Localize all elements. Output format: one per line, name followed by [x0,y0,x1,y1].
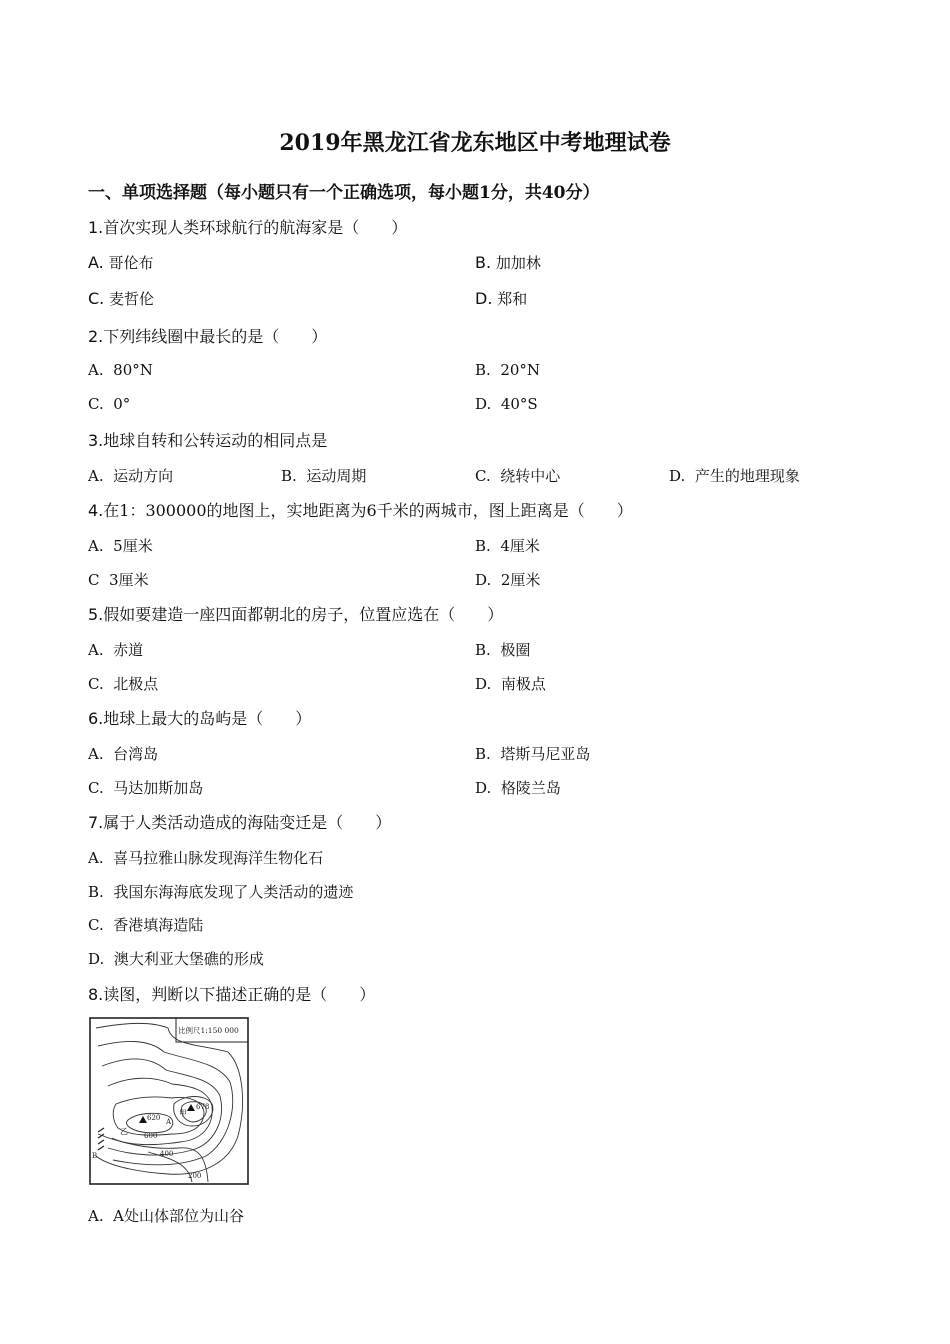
answer-option: D. 郑和 [475,289,528,308]
question-stem: 2.下列纬线圈中最长的是（ ） [88,327,328,346]
answer-option: B. 塔斯马尼亚岛 [475,745,591,763]
answer-option: D. 澳大利亚大堡礁的形成 [88,950,264,968]
answer-option: D. 南极点 [475,675,546,693]
section-heading: 一、单项选择题（每小题只有一个正确选项，每小题1分，共40分） [88,183,600,203]
contour-map [88,1016,252,1186]
answer-option: D. 40°S [475,395,538,413]
elevation-label: 678 [196,1103,210,1111]
answer-option: D. 2厘米 [475,571,541,589]
answer-option: A. 台湾岛 [88,745,159,763]
answer-option: B. 20°N [475,361,541,379]
question-stem: 5.假如要建造一座四面都朝北的房子，位置应选在（ ） [88,605,504,624]
answer-option: C. 麦哲伦 [88,289,155,308]
question-stem: 1.首次实现人类环球航行的航海家是（ ） [88,218,408,237]
elevation-label: 620 [147,1114,161,1122]
answer-option: B. 4厘米 [475,537,540,555]
elevation-label: 200 [188,1172,202,1180]
elevation-label: 400 [160,1150,174,1158]
point-label-jia: 甲 [179,1109,187,1118]
page-title: 2019年黑龙江省龙东地区中考地理试卷 [279,130,671,156]
question-stem: 6.地球上最大的岛屿是（ ） [88,709,312,728]
answer-option: D. 格陵兰岛 [475,779,561,797]
answer-option: C. 北极点 [88,675,159,693]
answer-option: B. 极圈 [475,641,531,659]
contour-map-figure [88,1016,252,1186]
point-label-yi: 乙 [120,1127,128,1136]
answer-option: B. 加加林 [475,253,541,272]
answer-option: C. 香港填海造陆 [88,916,204,934]
question-stem: 7.属于人类活动造成的海陆变迁是（ ） [88,813,392,832]
question-stem: 4.在1：300000的地图上，实地距离为6千米的两城市，图上距离是（ ） [88,501,633,520]
answer-option: C 3厘米 [88,571,149,589]
answer-option: B. 我国东海海底发现了人类活动的遗迹 [88,883,354,901]
point-label-b: B [92,1152,98,1160]
answer-option: D. 产生的地理现象 [669,467,800,485]
answer-option: C. 马达加斯加岛 [88,779,204,797]
question-stem: 3.地球自转和公转运动的相同点是 [88,431,328,450]
answer-option: A. 赤道 [88,641,144,659]
answer-option: A. 哥伦布 [88,253,154,272]
answer-option: A. 喜马拉雅山脉发现海洋生物化石 [88,849,324,867]
answer-option: B. 运动周期 [281,467,367,485]
elevation-label: 600 [144,1132,158,1140]
answer-option: A. 80°N [88,361,153,379]
answer-option: C. 绕转中心 [475,467,561,485]
answer-option: A. A处山体部位为山谷 [88,1207,244,1225]
point-label-a: A [166,1118,172,1126]
answer-option: A. 5厘米 [88,537,153,555]
map-scale-label: 比例尺1:150 000 [178,1026,239,1035]
answer-option: A. 运动方向 [88,467,174,485]
answer-option: C. 0° [88,395,131,413]
question-stem: 8.读图，判断以下描述正确的是（ ） [88,985,376,1004]
